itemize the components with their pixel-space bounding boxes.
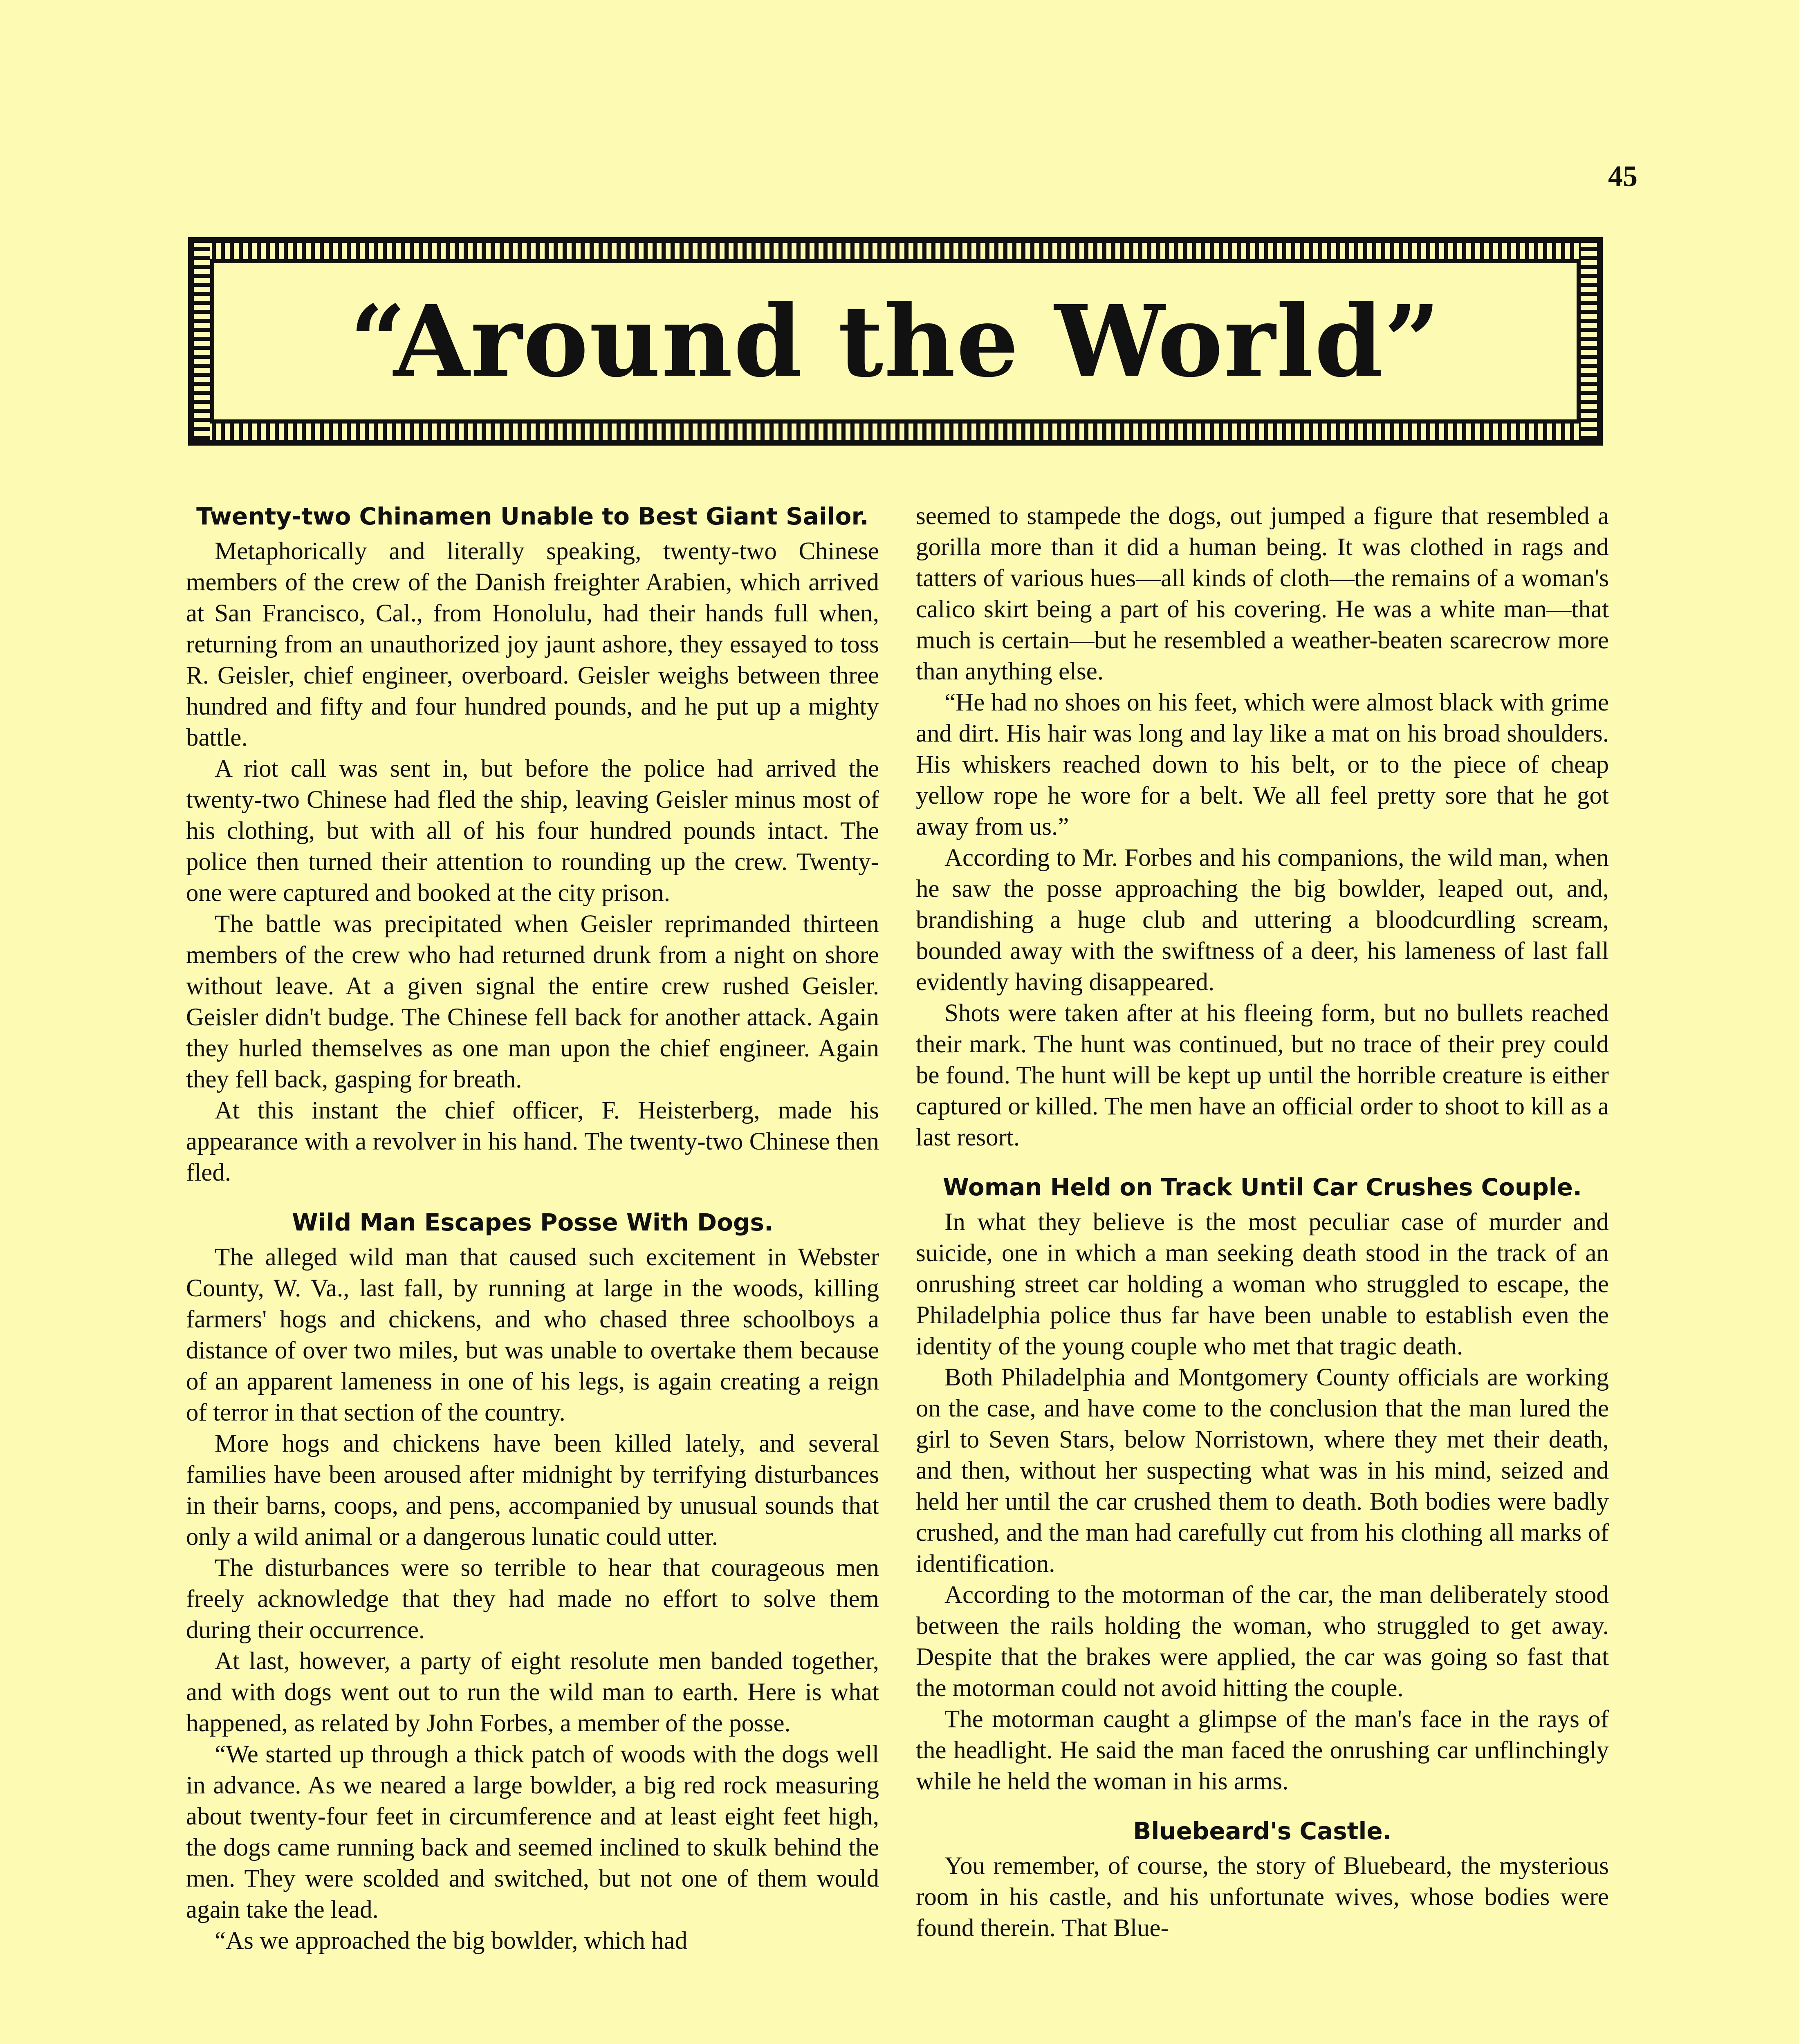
paragraph: A riot call was sent in, but before the police had arrived the twenty-two Chinese had fled the ship, leaving Geisler minus most of his clothing, but with all of his four hundred pounds intact. The police then turned their attention to rounding up the crew. Twenty-one were captured and booked at the city prison.	[186, 755, 879, 907]
paragraph-continued: seemed to stampede the dogs, out jumped a figure that resembled a gorilla more than it did a human being. It was clothed in rags and tatters of various hues—all kinds of cloth—the remains of a woman's calico skirt being a part of his covering. He was a white man—that much is certain—but he resembled a weather-beaten scarecrow more than anything else.	[916, 502, 1609, 685]
paragraph: The battle was precipitated when Geisler reprimanded thirteen members of the crew who had returned drunk from a night on shore without leave. At a given signal the entire crew rushed Geisler. Geisler didn't budge. The Chinese fell back for another attack. Again they hurled themselves as one man upon the chief engineer. Again they fell back, gasping for breath.	[186, 910, 879, 1093]
article-heading-wildman: Wild Man Escapes Posse With Dogs.	[292, 1208, 774, 1236]
banner-ornament-top	[194, 243, 1597, 259]
article-heading-woman: Woman Held on Track Until Car Crushes Couple.	[942, 1173, 1582, 1201]
paragraph: “We started up through a thick patch of woods with the dogs well in advance. As we neared a large bowlder, a big red rock measuring about twenty-four feet in circumference and at least eight feet high, the dogs came running back and seemed inclined to skulk behind the men. They were scolded and switched, but not one of them would again take the lead.	[186, 1741, 879, 1923]
page-title: “Around the World”	[350, 284, 1441, 399]
banner-ornament-left	[194, 243, 210, 440]
paragraph: According to the motorman of the car, the man deliberately stood between the rails holding the woman, who struggled to get away. Despite that the brakes were applied, the car was going so fast that the motorman could not avoid hitting the couple.	[916, 1581, 1609, 1702]
paragraph: “He had no shoes on his feet, which were almost black with grime and dirt. His hair was long and lay like a mat on his broad shoulders. His whiskers reached down to his belt, or to the piece of cheap yellow rope he wore for a belt. We all feel pretty sore that he got away from us.”	[916, 689, 1609, 840]
banner-inner-frame	[210, 259, 1581, 424]
paragraph: At last, however, a party of eight resolute men banded together, and with dogs went out to run the wild man to earth. Here is what happened, as related by John Forbes, a member of the posse.	[186, 1647, 879, 1737]
paragraph: According to Mr. Forbes and his companions, the wild man, when he saw the posse approaching the big bowlder, leaped out, and, brandishing a huge club and uttering a bloodcurdling scream, bounded away with the swiftness of a deer, his lameness of last fall evidently having disappeared.	[916, 844, 1609, 996]
right-column	[916, 501, 1609, 2044]
paragraph: Shots were taken after at his fleeing form, but no bullets reached their mark. The hunt was continued, but no trace of their prey could be found. The hunt will be kept up until the horrible creature is either captured or killed. The men have an official order to shoot to kill as a last resort.	[916, 1000, 1609, 1151]
paragraph: The disturbances were so terrible to hear that courageous men freely acknowledge that they had made no effort to solve them during their occurrence.	[186, 1554, 879, 1644]
article-columns	[186, 501, 1609, 2044]
article-heading-chinamen: Twenty-two Chinamen Unable to Best Giant Sailor.	[196, 502, 869, 530]
page-number: 45	[1608, 160, 1637, 193]
paragraph: In what they believe is the most peculiar case of murder and suicide, one in which a man seeking death stood in the track of an onrushing street car holding a woman who struggled to escape, the Philadelphia police thus far have been unable to establish even the identity of the young couple who met that tragic death.	[916, 1208, 1609, 1360]
paragraph: More hogs and chickens have been killed lately, and several families have been aroused after midnight by terrifying disturbances in their barns, coops, and pens, accompanied by unusual sounds that only a wild animal or a dangerous lunatic could utter.	[186, 1430, 879, 1551]
paragraph: The alleged wild man that caused such excitement in Webster County, W. Va., last fall, by running at large in the woods, killing farmers' hogs and chickens, and who chased three schoolboys a distance of over two miles, but was unable to overtake them because of an apparent lameness in one of his legs, is again creating a reign of terror in that section of the country.	[186, 1244, 879, 1426]
left-column	[186, 501, 879, 2044]
paragraph: At this instant the chief officer, F. Heisterberg, made his appearance with a revolver in his hand. The twenty-two Chinese then fled.	[186, 1097, 879, 1186]
paragraph: Both Philadelphia and Montgomery County officials are working on the case, and have come to the conclusion that the man lured the girl to Seven Stars, below Norristown, where they met their death, and then, without her suspecting what was in his mind, seized and held her until the car crushed them to death. Both bodies were badly crushed, and the man had carefully cut from his clothing all marks of identification.	[916, 1364, 1609, 1578]
paragraph: Metaphorically and literally speaking, twenty-two Chinese members of the crew of the Danish freighter Arabien, which arrived at San Francisco, Cal., from Honolulu, had their hands full when, returning from an unauthorized joy jaunt ashore, they essayed to toss R. Geisler, chief engineer, overboard. Geisler weighs between three hundred and fifty and four hundred pounds, and he put up a mighty battle.	[186, 538, 879, 751]
paragraph: “As we approached the big bowlder, which had	[215, 1927, 688, 1954]
title-banner	[188, 237, 1603, 446]
banner-ornament-bottom	[194, 424, 1597, 440]
paragraph: The motorman caught a glimpse of the man's face in the rays of the headlight. He said the man faced the onrushing car unflinchingly while he held the woman in his arms.	[916, 1706, 1609, 1795]
article-heading-bluebeard: Bluebeard's Castle.	[1133, 1817, 1392, 1845]
paragraph: You remember, of course, the story of Bluebeard, the mysterious room in his castle, and his unfortunate wives, whose bodies were found therein. That Blue-	[916, 1852, 1609, 1942]
banner-ornament-right	[1581, 243, 1597, 440]
